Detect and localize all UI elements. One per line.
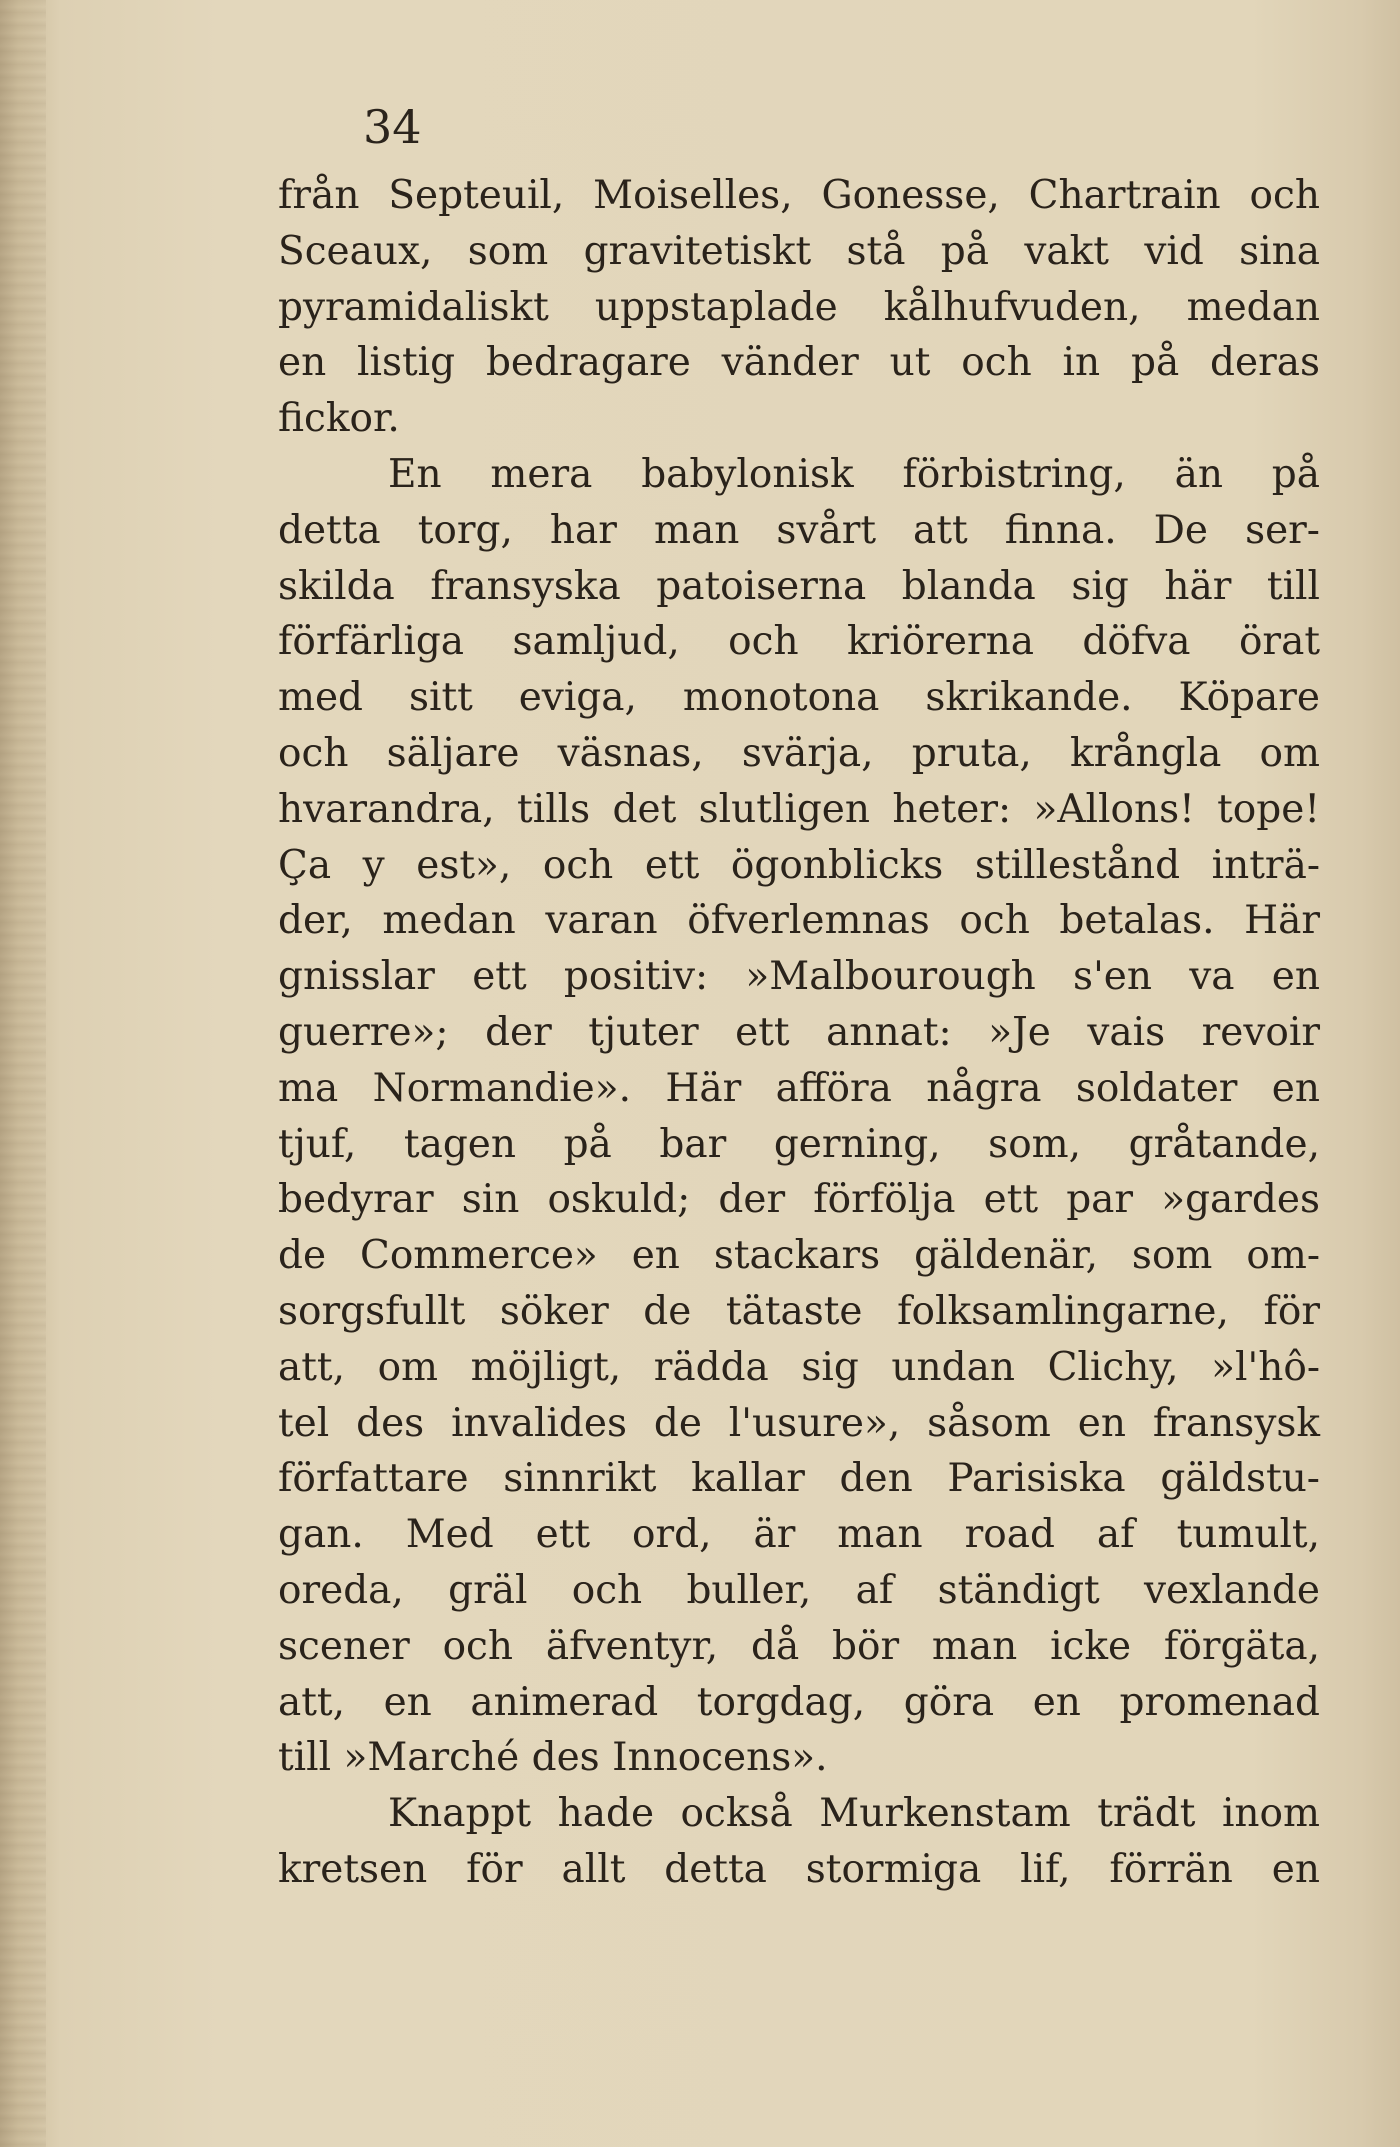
- text-line: skilda fransyska patoiserna blanda sig här till: [278, 563, 1320, 609]
- text-line: scener och äfventyr, då bör man icke förgäta,: [278, 1623, 1320, 1669]
- body-text: [278, 168, 1320, 1898]
- text-line: Knappt hade också Murkenstam trädt inom: [388, 1791, 1320, 1837]
- text-line: tjuf, tagen på bar gerning, som, gråtande,: [278, 1121, 1320, 1167]
- text-line: gnisslar ett positiv: »Malbourough s'en va en: [278, 954, 1320, 1000]
- text-line: fickor.: [278, 396, 400, 442]
- text-line: gan. Med ett ord, är man road af tumult,: [278, 1512, 1320, 1558]
- text-line: oreda, gräl och buller, af ständigt vexlande: [278, 1567, 1320, 1613]
- text-line: kretsen för allt detta stormiga lif, förrän en: [278, 1846, 1320, 1892]
- text-line: och säljare väsnas, svärja, pruta, krångla om: [278, 730, 1320, 776]
- text-line: förfärliga samljud, och kriörerna döfva örat: [278, 619, 1320, 665]
- text-line: Ça y est», och ett ögonblicks stillestånd inträ-: [278, 842, 1320, 888]
- text-line: författare sinnrikt kallar den Parisiska gäldstu-: [278, 1456, 1320, 1502]
- text-line: de Commerce» en stackars gäldenär, som om-: [278, 1233, 1320, 1279]
- text-line: bedyrar sin oskuld; der förfölja ett par »gardes: [278, 1177, 1320, 1223]
- text-line: med sitt eviga, monotona skrikande. Köpare: [278, 675, 1320, 721]
- text-line: detta torg, har man svårt att finna. De ser-: [278, 507, 1320, 553]
- text-line: sorgsfullt söker de tätaste folksamlingarne, för: [278, 1288, 1320, 1334]
- text-line: från Septeuil, Moiselles, Gonesse, Chartrain och: [278, 173, 1320, 218]
- page-number: 34: [363, 100, 422, 154]
- text-line: till »Marché des Innocens».: [278, 1735, 828, 1781]
- text-line: tel des invalides de l'usure», såsom en fransysk: [278, 1400, 1320, 1446]
- page-gutter: [0, 0, 46, 2147]
- text-line: En mera babylonisk förbistring, än på: [388, 451, 1320, 497]
- text-line: hvarandra, tills det slutligen heter: »Allons! tope!: [278, 786, 1320, 832]
- text-line: en listig bedragare vänder ut och in på deras: [278, 340, 1320, 386]
- text-line: att, om möjligt, rädda sig undan Clichy, »l'hô-: [278, 1344, 1320, 1390]
- text-line: att, en animerad torgdag, göra en promenad: [278, 1679, 1320, 1725]
- text-line: der, medan varan öfverlemnas och betalas. Här: [278, 898, 1320, 944]
- text-line: guerre»; der tjuter ett annat: »Je vais revoir: [278, 1009, 1320, 1055]
- text-line: ma Normandie». Här afföra några soldater en: [278, 1065, 1320, 1111]
- text-line: Sceaux, som gravitetiskt stå på vakt vid sina: [278, 228, 1320, 274]
- text-line: pyramidaliskt uppstaplade kålhufvuden, medan: [278, 284, 1320, 330]
